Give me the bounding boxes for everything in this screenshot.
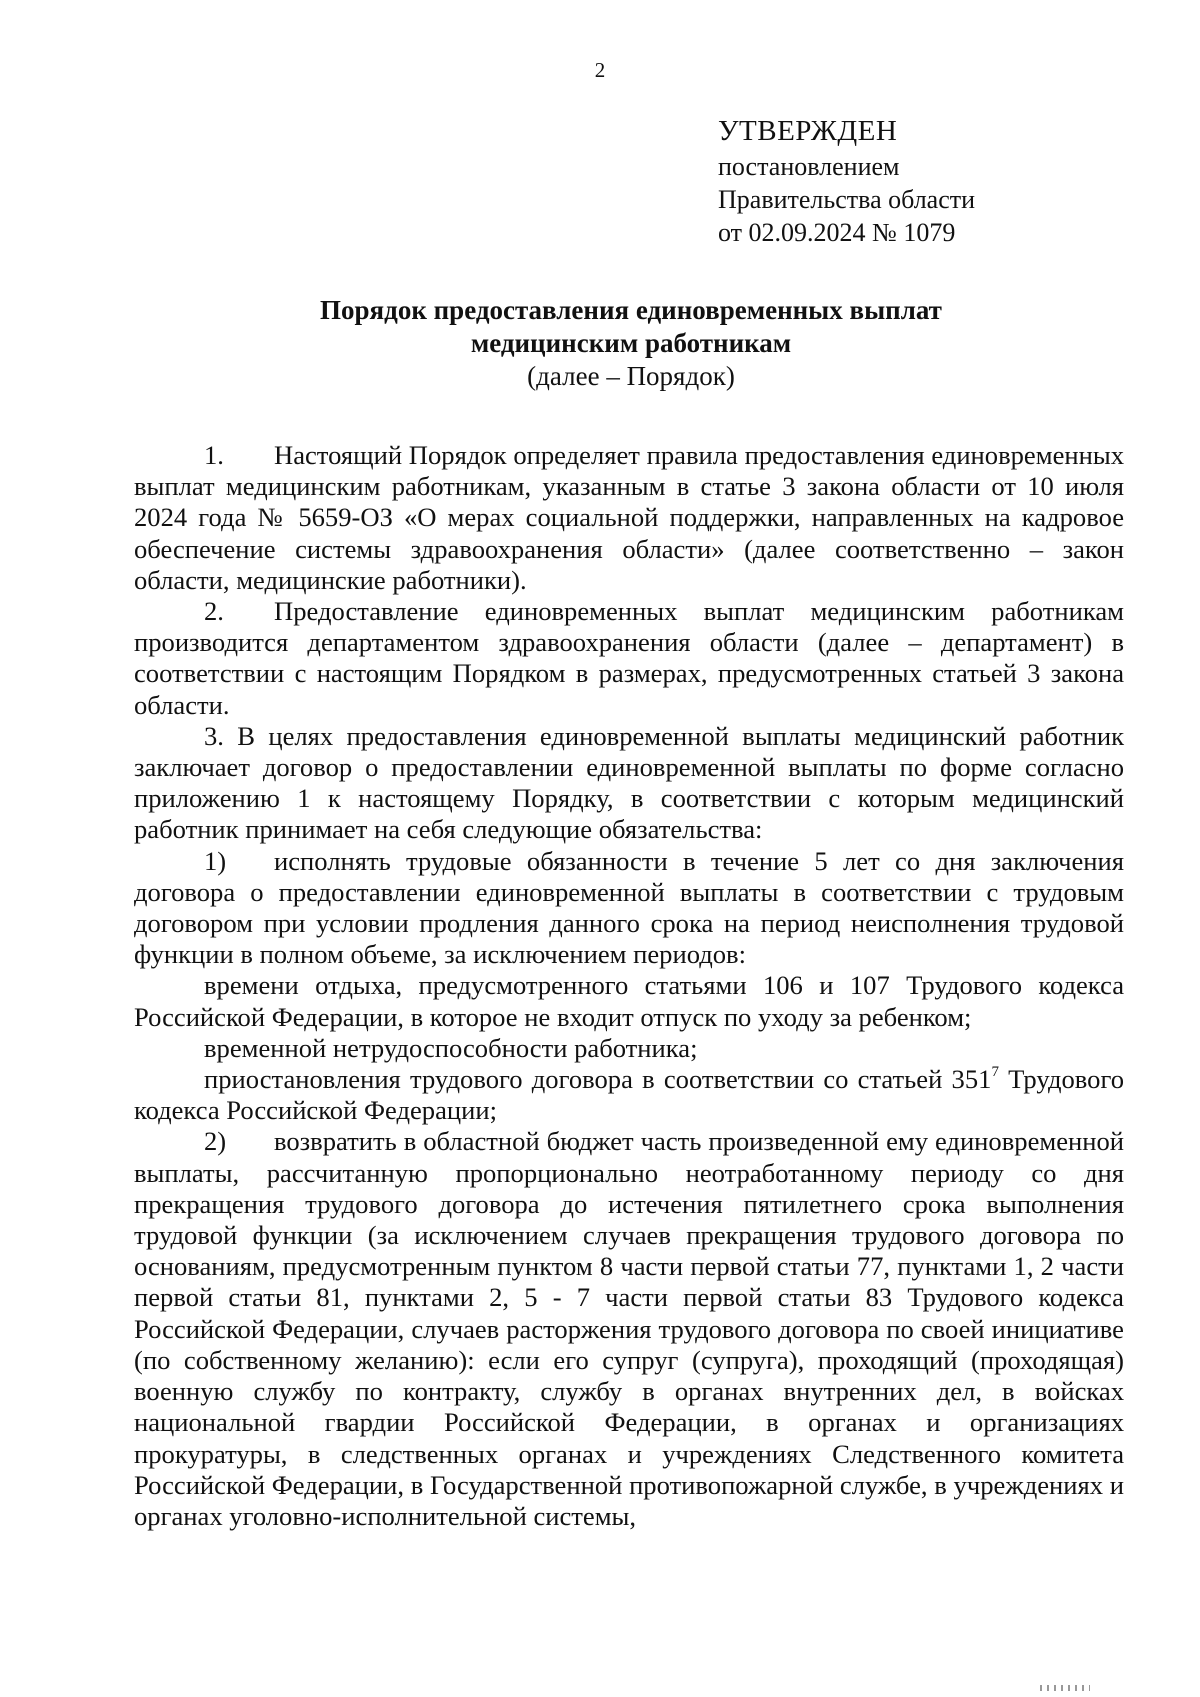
period-3-text-after: Трудового кодекса Российской Федерации; [134, 1064, 1124, 1126]
title-line-3: (далее – Порядок) [527, 361, 735, 391]
subitem-1-number: 1) [204, 845, 227, 876]
paragraph-1-text: Настоящий Порядок определяет правила предоставления единовременных выплат медицинским работникам, указанным в статье 3 закона области от 10 июля 2024 года № 5659-ОЗ «О мерах социальной поддержки, направленных на кадровое обеспечение системы здравоохранения области» (далее соответственно – закон области, медицинские работники). [134, 440, 1124, 595]
subitem-2 [134, 1126, 1124, 1532]
subitem-1-text: исполнять трудовые обязанности в течение 5 лет со дня заключения договора о предоставлении единовременной выплаты в соответствии с трудовым договором при условии продления данного срока на период неисполнения трудовой функции в полном объеме, за исключением периодов: [134, 845, 1124, 970]
title-line-2: медицинским работникам [470, 328, 792, 358]
title-line-1: Порядок предоставления единовременных выплат [320, 295, 942, 325]
paragraph-3: 3. В целях предоставления единовременной выплаты медицинский работник заключает договор о предоставлении единовременной выплаты по форме согласно приложению 1 к настоящему Порядку, в соответствии с которым медицинский работник принимает на себя следующие обязательства: [134, 720, 1124, 845]
subitem-2-number: 2) [204, 1126, 227, 1157]
article-superscript: 7 [991, 1064, 999, 1081]
paragraph-1-number: 1. [204, 440, 224, 470]
approval-line-1: постановлением [718, 152, 900, 181]
approval-line-3: от 02.09.2024 № 1079 [718, 218, 956, 247]
paragraph-1 [134, 440, 1124, 596]
period-3 [134, 1064, 1124, 1126]
period-2: временной нетрудоспособности работника; [204, 1032, 698, 1063]
period-1: времени отдыха, предусмотренного статьями 106 и 107 Трудового кодекса Российской Федерации, в которое не входит отпуск по уходу за ребенком; [134, 970, 1124, 1032]
document-title [0, 294, 1200, 393]
period-3-text-before: приостановления трудового договора в соответствии со статьей 351 [204, 1064, 992, 1095]
approval-stamp: УТВЕРЖДЕН [718, 115, 898, 147]
page-number: 2 [594, 58, 606, 82]
scan-artifact [1040, 1685, 1090, 1691]
subitem-1 [134, 846, 1124, 971]
paragraph-2 [134, 596, 1124, 721]
subitem-2-text: возвратить в областной бюджет часть произведенной ему единовременной выплаты, рассчитанную пропорционально неотработанному периоду со дня прекращения трудового договора до истечения пятилетнего срока выполнения трудовой функции (за исключением случаев прекращения трудового договора по основаниям, предусмотренным пунктом 8 части первой статьи 77, пунктами 1, 2 части первой статьи 81, пунктами 2, 5 - 7 части первой статьи 83 Трудового кодекса Российской Федерации, случаев расторжения трудового договора по своей инициативе (по собственному желанию): если его супруг (супруга), проходящий (проходящая) военную службу по контракту, службу в органах внутренних дел, в войсках национальной гвардии Российской Федерации, в органах и организациях прокуратуры, в следственных органах и учреждениях Следственного комитета Российской Федерации, в Государственной противопожарной службе, в учреждениях и органах уголовно-исполнительной системы, [134, 1126, 1124, 1531]
paragraph-2-number: 2. [204, 596, 224, 627]
approval-line-2: Правительства области [718, 185, 976, 214]
approval-block [718, 112, 975, 249]
paragraph-2-text: Предоставление единовременных выплат медицинским работникам производится департаментом здравоохранения области (далее – департамент) в соответствии с настоящим Порядком в размерах, предусмотренных статьей 3 закона области. [134, 596, 1124, 720]
document-body [134, 440, 1124, 1532]
